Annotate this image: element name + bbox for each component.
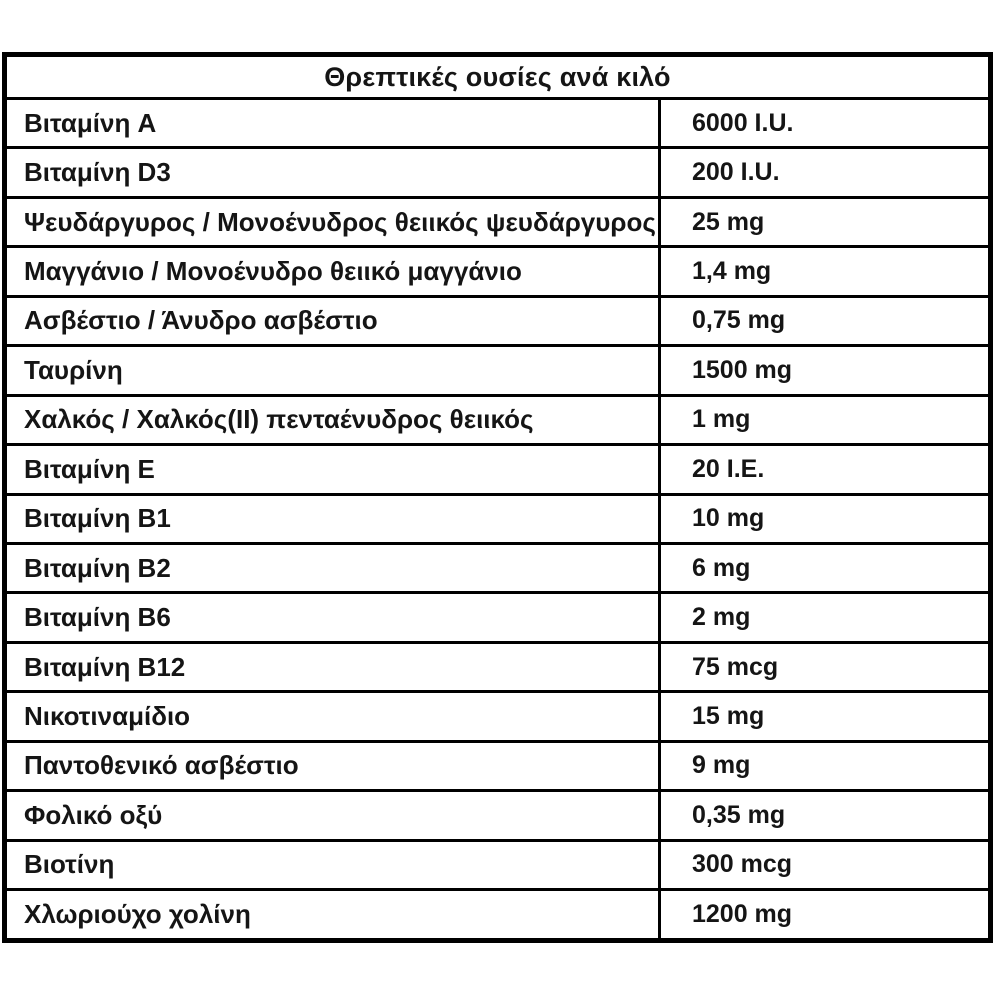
nutrient-value: 75 mcg [660,642,991,691]
table-row [5,642,991,691]
nutrient-value: 20 I.E. [660,445,991,494]
nutrient-value: 9 mg [660,741,991,790]
nutrient-label: Νικοτιναμίδιο [5,692,660,741]
nutrient-label: Ασβέστιο / Άνυδρο ασβέστιο [5,296,660,345]
table-row [5,247,991,296]
nutrient-value: 25 mg [660,197,991,246]
nutrient-value: 0,75 mg [660,296,991,345]
nutrient-label: Μαγγάνιο / Μονοένυδρο θειικό μαγγάνιο [5,247,660,296]
table-row [5,346,991,395]
table-row [5,692,991,741]
nutrient-label: Βιοτίνη [5,840,660,889]
table-row [5,593,991,642]
table-row [5,197,991,246]
table-row [5,741,991,790]
nutrient-value: 300 mcg [660,840,991,889]
table-row [5,296,991,345]
nutrient-value: 10 mg [660,494,991,543]
nutrient-value: 2 mg [660,593,991,642]
table-row [5,99,991,148]
table-row [5,445,991,494]
nutrient-label: Παντοθενικό ασβέστιο [5,741,660,790]
nutrition-table [2,52,993,943]
nutrient-value: 6 mg [660,543,991,592]
nutrient-label: Βιταμίνη B2 [5,543,660,592]
table-body [5,99,991,941]
table-row [5,395,991,444]
table-row [5,543,991,592]
nutrient-value: 1200 mg [660,890,991,941]
nutrient-label: Βιταμίνη D3 [5,148,660,197]
nutrient-label: Χλωριούχο χολίνη [5,890,660,941]
nutrient-value: 1 mg [660,395,991,444]
nutrient-value: 1500 mg [660,346,991,395]
table-row [5,148,991,197]
table-row [5,791,991,840]
nutrient-value: 0,35 mg [660,791,991,840]
nutrient-label: Βιταμίνη B12 [5,642,660,691]
nutrient-label: Βιταμίνη E [5,445,660,494]
table-row [5,494,991,543]
table-row [5,890,991,941]
nutrient-value: 200 I.U. [660,148,991,197]
nutrient-value: 1,4 mg [660,247,991,296]
nutrient-label: Βιταμίνη A [5,99,660,148]
table-title: Θρεπτικές ουσίες ανά κιλό [5,55,991,99]
nutrient-label: Ψευδάργυρος / Μονοένυδρος θειικός ψευδάργυρος [5,197,660,246]
nutrient-value: 6000 I.U. [660,99,991,148]
nutrient-label: Χαλκός / Χαλκός(II) πενταένυδρος θειικός [5,395,660,444]
nutrient-label: Φολικό οξύ [5,791,660,840]
nutrient-label: Βιταμίνη B1 [5,494,660,543]
nutrient-label: Ταυρίνη [5,346,660,395]
table-row [5,840,991,889]
nutrient-value: 15 mg [660,692,991,741]
nutrient-label: Βιταμίνη B6 [5,593,660,642]
table-header-row [5,55,991,99]
